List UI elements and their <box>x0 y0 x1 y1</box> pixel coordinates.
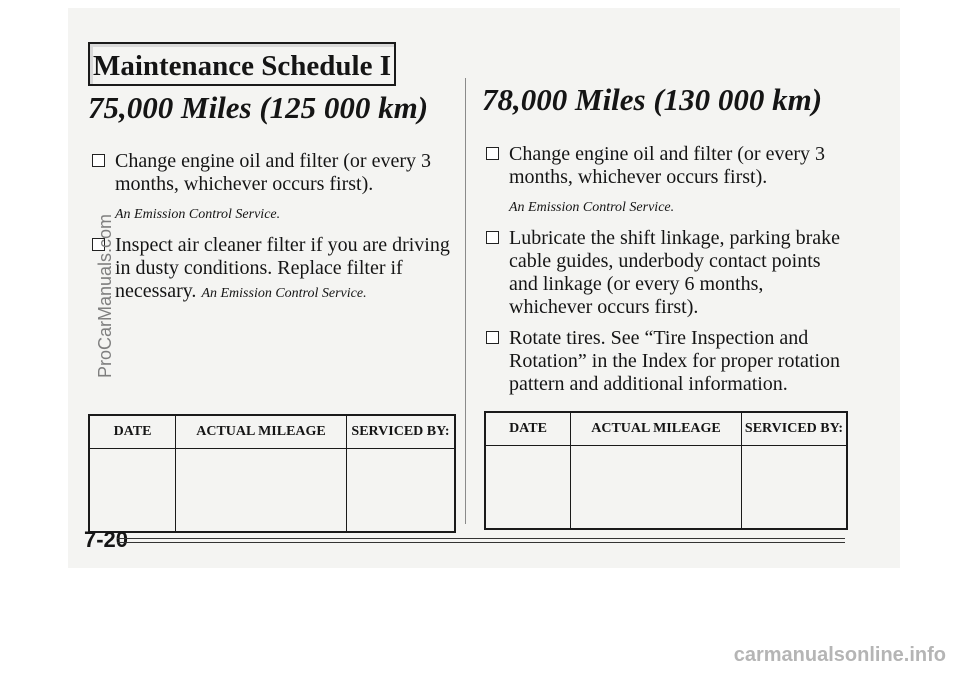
mileage-column-header: ACTUAL MILEAGE <box>176 415 347 449</box>
table-header-row <box>485 412 847 446</box>
serviced-by-cell[interactable] <box>347 449 456 533</box>
date-column-header: DATE <box>485 412 571 446</box>
date-cell[interactable] <box>89 449 176 533</box>
item-text: Inspect air cleaner filter if you are driving in dusty conditions. Replace filter if necessary. <box>115 234 450 302</box>
left-checklist <box>88 150 460 313</box>
checklist-item <box>88 150 460 226</box>
serviced-by-column-header: SERVICED BY: <box>347 415 456 449</box>
checkbox-icon[interactable] <box>486 231 499 244</box>
checkbox-icon[interactable] <box>486 147 499 160</box>
date-cell[interactable] <box>485 446 571 530</box>
item-note: An Emission Control Service. <box>115 207 281 222</box>
bottom-watermark[interactable]: carmanualsonline.info <box>733 644 946 666</box>
column-divider <box>465 78 466 524</box>
mileage-cell[interactable] <box>571 446 742 530</box>
table-row <box>485 446 847 530</box>
checkbox-icon[interactable] <box>486 331 499 344</box>
item-text: Lubricate the shift linkage, parking brake cable guides, underbody contact points and linkage (or every 6 months, whichever occurs first). <box>509 227 840 318</box>
checklist-item <box>482 327 842 396</box>
left-service-log-table <box>88 414 456 533</box>
mileage-cell[interactable] <box>176 449 347 533</box>
item-text: Change engine oil and filter (or every 3 months, whichever occurs first). <box>509 143 825 188</box>
table-row <box>89 449 455 533</box>
schedule-title: Maintenance Schedule I <box>88 42 396 86</box>
right-section-heading: 78,000 Miles (130 000 km) <box>482 82 823 117</box>
side-watermark: ProCarManuals.com <box>95 213 115 378</box>
table-header-row <box>89 415 455 449</box>
checklist-item <box>482 143 842 219</box>
footer-rule <box>117 538 845 543</box>
item-note: An Emission Control Service. <box>201 286 367 301</box>
mileage-column-header: ACTUAL MILEAGE <box>571 412 742 446</box>
checklist-item <box>88 234 460 305</box>
left-section-heading: 75,000 Miles (125 000 km) <box>88 90 429 125</box>
serviced-by-column-header: SERVICED BY: <box>742 412 848 446</box>
checkbox-icon[interactable] <box>92 154 105 167</box>
item-text: Rotate tires. See “Tire Inspection and Rotation” in the Index for proper rotation pattern and additional information. <box>509 327 841 395</box>
checklist-item <box>482 227 842 319</box>
serviced-by-cell[interactable] <box>742 446 848 530</box>
right-service-log-table <box>484 411 848 530</box>
item-text: Change engine oil and filter (or every 3 months, whichever occurs first). <box>115 150 431 195</box>
page-number: 7-20 <box>84 527 129 552</box>
right-checklist <box>482 143 842 404</box>
date-column-header: DATE <box>89 415 176 449</box>
item-note: An Emission Control Service. <box>509 200 675 215</box>
